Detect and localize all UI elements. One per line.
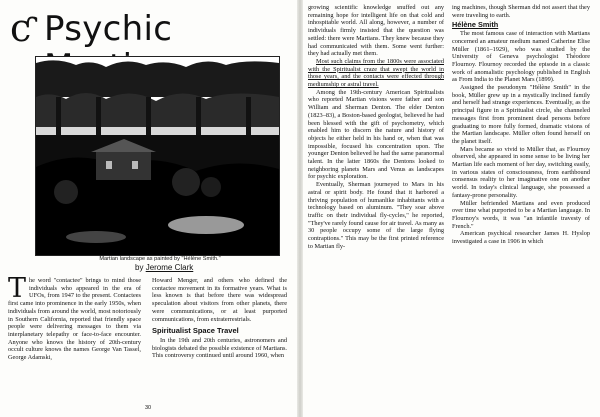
illustration-caption: Martian landscape as painted by "Hélène Smith."	[99, 256, 221, 262]
right-column-1	[308, 4, 444, 251]
right-col2-p5: Müller befriended Martians and even produced over time what purported to be a Martian language. In Flournoy's words, it was "an infantile travesty of French."	[452, 199, 590, 230]
right-col2-p6: American psychical researcher James H. Hyslop investigated a case in 1906 in which	[452, 230, 590, 246]
right-col2-p1: ing machines, though Sherman did not assert that they were traveling to earth.	[452, 4, 590, 19]
left-col2-text: Howard Menger, and others who defined the contactee movement in its formative years. What is less known is that before there was widespread speculation about visitors from other planets, there were communications, or at least purported communications, from extraterrestrials.	[152, 277, 287, 323]
left-column-2	[152, 277, 287, 360]
right-col1-p4: Eventually, Sherman journeyed to Mars in his astral or spirit body. He found that it harbored a thriving population of humanlike inhabitants with a technology based on aluminum. "They soar above traffic on their individual fly-cycles," he reported, "They've rarely found cause for air travel. As many as 30 people occupy some of the large flying contraptions." This may be the first printed reference to Martian fly-	[308, 181, 444, 250]
byline-by: by	[135, 263, 144, 272]
right-col2-p3: Assigned the pseudonym "Hélène Smith" in the book, Müller grew up in a mystically inclined family and herself had strange experiences. Eventually, as the principal figure in a Spiritualist circle, she channeled messages first from prominent dead persons before graduating to more fully formed, dramatic visions of the Martian landscape. Müller often found herself on the planet itself.	[452, 84, 590, 145]
right-col1-p3: Among the 19th-century American Spiritualists who reported Martian visions were father and son William and Sherman Denton. The elder Denton (1823–83), a Boston-based geologist, believed he had been blessed with the gift of psychometry, which enabled him to discern the nature and history of objects he either held in his hand or, when that was impossible, focused his concentration upon. The younger Denton believed he had the same paranormal talent. In the latter 1860s the Dentons looked to neighboring planets Mars and Venus as landscapes for psychic exploration.	[308, 88, 444, 181]
author-name: Jerome Clark	[145, 263, 194, 272]
page-number: 30	[145, 405, 152, 411]
right-col2-p2: The most famous case of interaction with Martians concerned an amateur medium named Catherine Elise Müller (1861–1929), who was studied by the University of Geneva psychologist Théodore Flournoy. Flournoy recorded the episode in a classic work of anomalistic psychology published in English as From India to the Planet Mars (1899).	[452, 30, 590, 84]
left-column-1	[8, 273, 141, 362]
byline	[135, 263, 193, 272]
drop-cap: T	[8, 273, 27, 304]
right-col1-p1: growing scientific knowledge snuffed out any remaining hope for intelligent life on that cold and inhospitable world. All along, however, a number of individuals firmly insisted that the question was settled: there were Martians. They knew because they had communicated with them. Some went further: they had actually met them.	[308, 4, 444, 58]
page-title: Psychic	[44, 9, 173, 49]
right-column-2	[452, 4, 590, 246]
martian-landscape-art	[36, 57, 279, 255]
right-col2-p4: Mars became so vivid to Müller that, as Flournoy observed, she appeared in some sense to be living her Martian life each moment of her day, switching easily, in various states of consciousness, from earthbound consensus reality to her imaginative one on another world. In today's clinical language, she possessed a fantasy-prone personality.	[452, 145, 590, 199]
title-block	[10, 8, 290, 48]
title-ornament: ƈ	[10, 6, 32, 50]
martian-landscape-illustration	[35, 56, 280, 256]
section-heading-helene: Hélène Smith	[452, 20, 499, 30]
right-page	[302, 0, 600, 417]
right-col1-p2: Most such claims from the 1800s were associated with the Spiritualist craze that swept the world in those years, and the contacts were effected through mediumship or astral travel.	[308, 57, 444, 89]
left-col1-text: he word "contactee" brings to mind those individuals who appeared in the era of UFOs, from 1947 to the present. Contactees first came into prominence in the early 1950s, when individuals from around the world, most notoriously in Southern California, reported that friendly space people were delivering messages to them via interplanetary telepathy or face-to-face encounter. Anyone who knows the history of 20th-century occult culture knows the names George Van Tassel, George Adamski,	[8, 277, 141, 362]
section-heading: Spiritualist Space Travel	[152, 326, 239, 336]
left-col2-text-b: In the 19th and 20th centuries, astronomers and biologists debated the possible existence of Martians. This controversy continued until around 1960, when	[152, 336, 287, 360]
